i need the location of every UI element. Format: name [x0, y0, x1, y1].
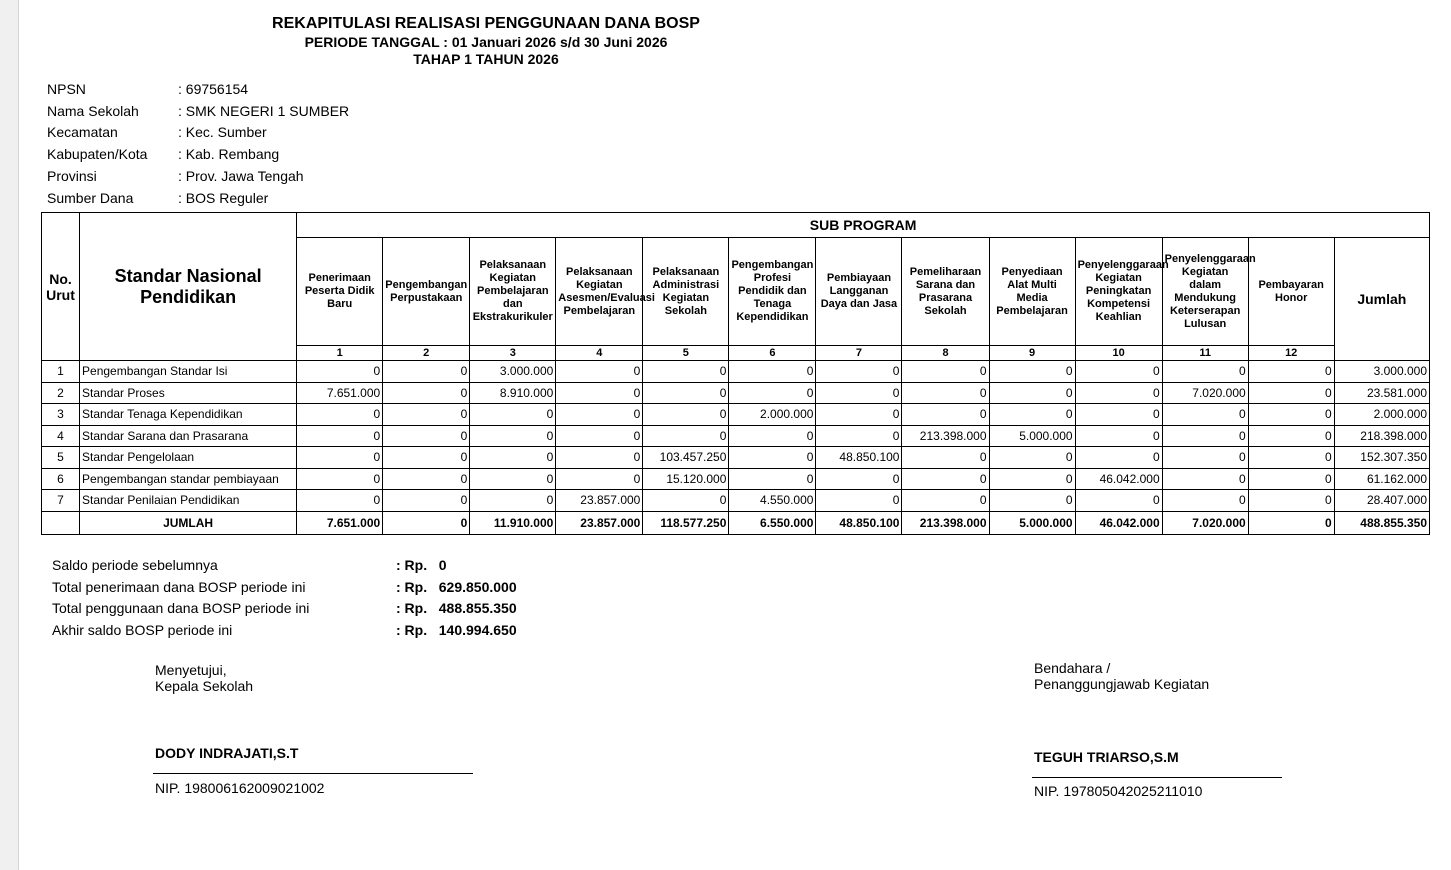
amount-cell: 0 [556, 404, 643, 426]
row-number: 3 [42, 404, 80, 426]
amount-cell: 0 [1248, 490, 1334, 512]
column-total: 5.000.000 [989, 511, 1075, 534]
info-label: Sumber Dana [47, 189, 134, 206]
column-number: 1 [297, 346, 383, 361]
signer-name-treasurer: TEGUH TRIARSO,S.M [1034, 749, 1179, 765]
summary-value: : Rp. 140.994.650 [396, 622, 517, 639]
column-header: Penyelenggaraan Kegiatan dalam Mendukung Keterserapan Lulusan [1162, 238, 1248, 346]
amount-cell: 0 [729, 382, 816, 404]
summary-row [52, 576, 517, 598]
amount-cell: 213.398.000 [902, 425, 989, 447]
summary-row [52, 554, 517, 576]
amount-cell: 0 [470, 425, 556, 447]
amount-cell: 0 [902, 490, 989, 512]
row-total: 23.581.000 [1334, 382, 1429, 404]
row-number: 4 [42, 425, 80, 447]
amount-cell: 0 [643, 404, 729, 426]
table-row [42, 468, 1430, 490]
amount-cell: 0 [1075, 404, 1162, 426]
table-row [42, 361, 1430, 383]
amount-cell: 0 [1162, 447, 1248, 469]
amount-cell: 8.910.000 [470, 382, 556, 404]
row-number: 2 [42, 382, 80, 404]
row-total: 152.307.350 [1334, 447, 1429, 469]
standard-name: Pengembangan Standar Isi [80, 361, 297, 383]
amount-cell: 0 [729, 425, 816, 447]
column-total: 0 [383, 511, 470, 534]
column-number: 5 [643, 346, 729, 361]
amount-cell: 0 [383, 425, 470, 447]
column-number: 8 [902, 346, 989, 361]
column-header-no: No. Urut [42, 213, 80, 361]
report-header [40, 14, 932, 68]
grand-total: 488.855.350 [1334, 511, 1429, 534]
standard-name: Standar Tenaga Kependidikan [80, 404, 297, 426]
info-value: : Prov. Jawa Tengah [178, 168, 304, 185]
info-row-province [47, 165, 349, 187]
column-header: Pembayaran Honor [1248, 238, 1334, 346]
amount-cell: 0 [816, 425, 902, 447]
amount-cell: 0 [383, 382, 470, 404]
amount-cell: 0 [989, 447, 1075, 469]
amount-cell: 4.550.000 [729, 490, 816, 512]
summary-label: Total penggunaan dana BOSP periode ini [52, 600, 310, 617]
sub-program-header: SUB PROGRAM [297, 213, 1430, 238]
report-title: REKAPITULASI REALISASI PENGGUNAAN DANA BOSP [272, 15, 700, 32]
signer-name-principal: DODY INDRAJATI,S.T [155, 745, 299, 761]
amount-cell: 0 [1162, 361, 1248, 383]
column-total: 7.020.000 [1162, 511, 1248, 534]
column-total: 46.042.000 [1075, 511, 1162, 534]
row-total: 61.162.000 [1334, 468, 1429, 490]
info-value: : SMK NEGERI 1 SUMBER [178, 102, 350, 119]
summary-label: Total penerimaan dana BOSP periode ini [52, 578, 306, 595]
amount-cell: 0 [383, 447, 470, 469]
column-header: Pengembangan Perpustakaan [383, 238, 470, 346]
column-total: 23.857.000 [556, 511, 643, 534]
amount-cell: 0 [643, 490, 729, 512]
column-header: Penyediaan Alat Multi Media Pembelajaran [989, 238, 1075, 346]
amount-cell: 0 [297, 361, 383, 383]
column-header: Pengembangan Profesi Pendidik dan Tenaga Kependidikan [729, 238, 816, 346]
summary-label: Akhir saldo BOSP periode ini [52, 622, 233, 639]
amount-cell: 0 [1162, 490, 1248, 512]
amount-cell: 0 [1248, 404, 1334, 426]
column-number: 7 [816, 346, 902, 361]
column-total: 48.850.100 [816, 511, 902, 534]
amount-cell: 0 [297, 404, 383, 426]
amount-cell: 0 [297, 425, 383, 447]
info-value: : Kab. Rembang [178, 146, 280, 163]
amount-cell: 0 [989, 361, 1075, 383]
amount-cell: 0 [816, 382, 902, 404]
amount-cell: 0 [989, 468, 1075, 490]
report-stage: TAHAP 1 TAHUN 2026 [413, 51, 559, 67]
table-row [42, 404, 1430, 426]
amount-cell: 0 [643, 361, 729, 383]
row-number: 5 [42, 447, 80, 469]
amount-cell: 0 [1162, 468, 1248, 490]
amount-cell: 0 [902, 382, 989, 404]
amount-cell: 48.850.100 [816, 447, 902, 469]
column-header-standard: Standar Nasional Pendidikan [80, 213, 297, 361]
info-label: NPSN [47, 80, 86, 97]
funds-summary [52, 554, 517, 641]
amount-cell: 0 [816, 361, 902, 383]
amount-cell: 5.000.000 [989, 425, 1075, 447]
amount-cell: 3.000.000 [470, 361, 556, 383]
signature-block-treasurer [1034, 660, 1209, 692]
column-header: Pembiayaan Langganan Daya dan Jasa [816, 238, 902, 346]
amount-cell: 0 [1248, 425, 1334, 447]
table-row [42, 382, 1430, 404]
column-header: Penerimaan Peserta Didik Baru [297, 238, 383, 346]
amount-cell: 0 [1075, 382, 1162, 404]
summary-value: : Rp. 629.850.000 [396, 578, 517, 595]
info-value: : 69756154 [178, 80, 249, 97]
row-number: 7 [42, 490, 80, 512]
amount-cell: 0 [902, 468, 989, 490]
totals-row [42, 511, 1430, 534]
amount-cell: 46.042.000 [1075, 468, 1162, 490]
standard-name: Standar Penilaian Pendidikan [80, 490, 297, 512]
amount-cell: 0 [556, 468, 643, 490]
signer-nip-principal: NIP. 198006162009021002 [155, 780, 325, 796]
amount-cell: 0 [470, 468, 556, 490]
signature-block-principal [155, 662, 253, 694]
amount-cell: 0 [729, 468, 816, 490]
column-number: 2 [383, 346, 470, 361]
amount-cell: 0 [989, 490, 1075, 512]
row-total: 28.407.000 [1334, 490, 1429, 512]
info-value: : BOS Reguler [178, 189, 269, 206]
amount-cell: 0 [1248, 447, 1334, 469]
column-number: 4 [556, 346, 643, 361]
table-row [42, 447, 1430, 469]
info-label: Kecamatan [47, 124, 118, 141]
amount-cell: 15.120.000 [643, 468, 729, 490]
amount-cell: 0 [470, 447, 556, 469]
amount-cell: 0 [989, 382, 1075, 404]
info-label: Kabupaten/Kota [47, 146, 148, 163]
column-number: 10 [1075, 346, 1162, 361]
amount-cell: 0 [729, 361, 816, 383]
standard-name: Pengembangan standar pembiayaan [80, 468, 297, 490]
amount-cell: 0 [470, 490, 556, 512]
standard-name: Standar Pengelolaan [80, 447, 297, 469]
amount-cell: 0 [1162, 425, 1248, 447]
amount-cell: 0 [902, 404, 989, 426]
column-header-total: Jumlah [1334, 238, 1429, 361]
summary-label: Saldo periode sebelumnya [52, 556, 218, 573]
amount-cell: 0 [1162, 404, 1248, 426]
totals-label: JUMLAH [80, 511, 297, 534]
amount-cell: 0 [383, 490, 470, 512]
summary-row [52, 619, 517, 641]
signer-role: Penanggungjawab Kegiatan [1034, 676, 1210, 692]
signature-line [153, 773, 473, 774]
amount-cell: 0 [556, 425, 643, 447]
amount-cell: 0 [729, 447, 816, 469]
amount-cell: 0 [1248, 382, 1334, 404]
column-number: 11 [1162, 346, 1248, 361]
amount-cell: 0 [902, 361, 989, 383]
amount-cell: 0 [1075, 425, 1162, 447]
amount-cell: 0 [1075, 490, 1162, 512]
row-total: 218.398.000 [1334, 425, 1429, 447]
amount-cell: 2.000.000 [729, 404, 816, 426]
school-info [47, 78, 349, 209]
info-row-npsn [47, 78, 349, 100]
amount-cell: 0 [643, 382, 729, 404]
column-header: Pemeliharaan Sarana dan Prasarana Sekolah [902, 238, 989, 346]
row-total: 2.000.000 [1334, 404, 1429, 426]
amount-cell: 103.457.250 [643, 447, 729, 469]
signer-role: Kepala Sekolah [155, 678, 254, 694]
column-total: 6.550.000 [729, 511, 816, 534]
table-body [42, 361, 1430, 535]
info-row-school-name [47, 100, 349, 122]
row-number: 1 [42, 361, 80, 383]
amount-cell: 0 [1248, 468, 1334, 490]
info-label: Nama Sekolah [47, 102, 139, 119]
column-number: 9 [989, 346, 1075, 361]
summary-value: : Rp. 0 [396, 556, 447, 573]
recap-table [41, 212, 1430, 535]
info-value: : Kec. Sumber [178, 124, 267, 141]
amount-cell: 0 [297, 468, 383, 490]
amount-cell: 7.020.000 [1162, 382, 1248, 404]
amount-cell: 0 [643, 425, 729, 447]
column-number: 3 [470, 346, 556, 361]
amount-cell: 0 [902, 447, 989, 469]
amount-cell: 0 [1248, 361, 1334, 383]
column-number: 12 [1248, 346, 1334, 361]
column-total: 7.651.000 [297, 511, 383, 534]
amount-cell: 0 [556, 361, 643, 383]
info-label: Provinsi [47, 168, 97, 185]
totals-spacer [42, 511, 80, 534]
summary-row [52, 598, 517, 620]
info-row-district [47, 122, 349, 144]
column-total: 118.577.250 [643, 511, 729, 534]
row-number: 6 [42, 468, 80, 490]
viewer-left-margin [0, 0, 19, 870]
column-header: Pelaksanaan Administrasi Kegiatan Sekolah [643, 238, 729, 346]
table-row [42, 425, 1430, 447]
info-row-regency [47, 143, 349, 165]
column-header: Pelaksanaan Kegiatan Asesmen/Evaluasi Pembelajaran [556, 238, 643, 346]
amount-cell: 0 [816, 468, 902, 490]
standard-name: Standar Sarana dan Prasarana [80, 425, 297, 447]
row-total: 3.000.000 [1334, 361, 1429, 383]
amount-cell: 0 [297, 447, 383, 469]
amount-cell: 23.857.000 [556, 490, 643, 512]
summary-value: : Rp. 488.855.350 [396, 600, 517, 617]
amount-cell: 0 [383, 404, 470, 426]
approval-caption: Menyetujui, [155, 662, 227, 678]
amount-cell: 0 [556, 382, 643, 404]
signer-nip-treasurer: NIP. 197805042025211010 [1034, 783, 1203, 799]
amount-cell: 0 [470, 404, 556, 426]
amount-cell: 0 [383, 361, 470, 383]
amount-cell: 0 [816, 404, 902, 426]
standard-name: Standar Proses [80, 382, 297, 404]
amount-cell: 0 [1075, 447, 1162, 469]
amount-cell: 0 [816, 490, 902, 512]
column-header: Penyelenggaraan Kegiatan Peningkatan Kompetensi Keahlian [1075, 238, 1162, 346]
column-total: 213.398.000 [902, 511, 989, 534]
column-total: 0 [1248, 511, 1334, 534]
amount-cell: 0 [556, 447, 643, 469]
amount-cell: 0 [383, 468, 470, 490]
column-total: 11.910.000 [470, 511, 556, 534]
info-row-fund-source [47, 187, 349, 209]
column-header: Pelaksanaan Kegiatan Pembelajaran dan Ekstrakurikuler [470, 238, 556, 346]
amount-cell: 0 [989, 404, 1075, 426]
treasurer-caption: Bendahara / [1034, 660, 1111, 676]
amount-cell: 0 [1075, 361, 1162, 383]
amount-cell: 0 [297, 490, 383, 512]
column-number: 6 [729, 346, 816, 361]
signature-line [1032, 777, 1282, 778]
amount-cell: 7.651.000 [297, 382, 383, 404]
table-row [42, 490, 1430, 512]
report-period: PERIODE TANGGAL : 01 Januari 2026 s/d 30 Juni 2026 [304, 34, 668, 50]
